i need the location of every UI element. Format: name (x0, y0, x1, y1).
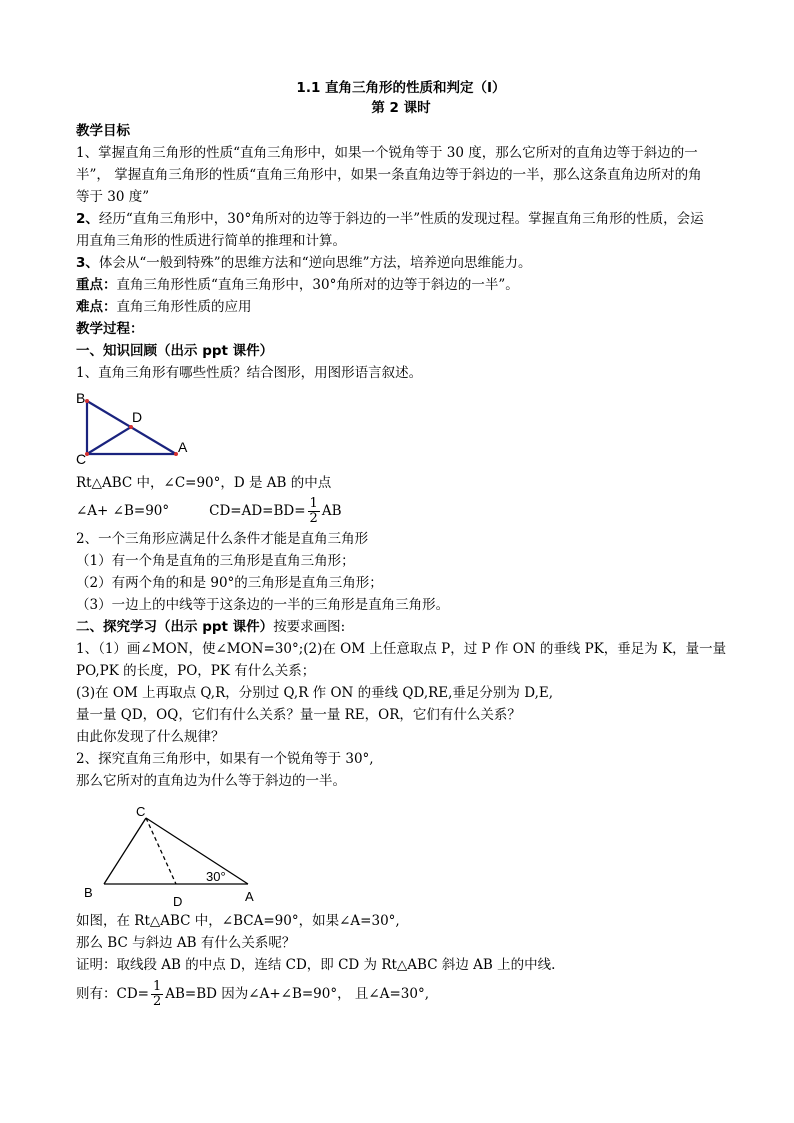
proof-fraction-numerator: 1 (152, 979, 162, 994)
proof-line-4-prefix: 则有：CD= (76, 986, 149, 1002)
objective-3-number: 3、 (76, 255, 99, 271)
section-2-instruction: 按要求画图: (273, 619, 346, 635)
proof-line-4-suffix: AB=BD 因为∠A+∠B=90°， 且∠A=30°, (165, 986, 429, 1002)
key-point-text: 直角三角形性质“直角三角形中，30°角所对的边等于斜边的一半”。 (116, 277, 519, 293)
label-a: A (178, 439, 188, 455)
objective-2-line-2: 用直角三角形的性质进行简单的推理和计算。 (76, 233, 346, 249)
label-c: C (76, 451, 87, 467)
objective-3-text: 体会从“一般到特殊”的思维方法和“逆向思维”方法，培养逆向思维能力。 (98, 255, 532, 271)
ab-label: AB (321, 503, 342, 519)
label-a: A (245, 889, 254, 904)
proof-line-4 (76, 976, 726, 1012)
document-page (76, 78, 726, 1012)
condition-3: （3）一边上的中线等于这条边的一半的三角形是直角三角形。 (76, 597, 450, 613)
difficulty-text: 直角三角形性质的应用 (116, 299, 252, 315)
label-d: D (132, 409, 143, 425)
figure-1-spacer (76, 384, 726, 472)
objective-1-line-3: 等于 30 度” (76, 189, 150, 205)
label-angle-30: 30° (206, 869, 226, 884)
document-subtitle: 第 2 课时 (371, 100, 431, 116)
condition-2: （2）有两个角的和是 90°的三角形是直角三角形； (76, 575, 383, 591)
rt-triangle-statement: Rt△ABC 中，∠C=90°，D 是 AB 的中点 (76, 475, 332, 491)
exercise-2-line-1: 2、探究直角三角形中，如果有一个锐角等于 30°, (76, 751, 374, 767)
key-point-label: 重点： (76, 277, 117, 293)
exercise-1-line-5: 由此你发现了什么规律？ (76, 729, 225, 745)
exercise-1-line-3: (3)在 OM 上再取点 Q,R，分别过 Q,R 作 ON 的垂线 QD,RE,垂足分别为 D,E, (76, 685, 554, 701)
exercise-2-line-2: 那么它所对的直角边为什么等于斜边的一半。 (76, 773, 346, 789)
fraction-numerator: 1 (309, 496, 318, 511)
exercise-1-line-1: 1、（1）画∠MON，使∠MON=30°;(2)在 OM 上任意取点 P，过 P 作 ON 的垂线 PK，垂足为 K，量一量 (76, 641, 727, 657)
angle-sum: ∠A+ ∠B=90° (76, 503, 170, 519)
question-2: 2、一个三角形应满足什么条件才能是直角三角形 (76, 531, 369, 547)
section-2-heading: 二、探究学习（出示 ppt 课件） (76, 619, 274, 635)
right-triangle-figure-2 (76, 806, 276, 910)
label-c: C (136, 806, 146, 819)
triangle-side-bc (104, 818, 146, 884)
proof-fraction (151, 980, 163, 1009)
label-d: D (173, 894, 183, 909)
difficulty (76, 296, 726, 318)
exercise-1-line-4: 量一量 QD，OQ，它们有什么关系？量一量 RE，OR，它们有什么关系？ (76, 707, 521, 723)
condition-1: （1）有一个角是直角的三角形是直角三角形； (76, 553, 355, 569)
objective-1-line-2: 半”， 掌握直角三角形的性质“直角三角形中，如果一条直角边等于斜边的一半，那么这条直角边所对的角 (76, 167, 702, 183)
median-equation: CD=AD=BD= (209, 503, 306, 519)
median-cd (87, 427, 131, 454)
section-1-heading: 一、知识回顾（出示 ppt 课件） (76, 343, 274, 359)
objective-1-line-1: 1、掌握直角三角形的性质“直角三角形中，如果一个锐角等于 30 度，那么它所对的直角边等于斜边的一 (76, 145, 698, 161)
question-1: 1、直角三角形有哪些性质？结合图形，用图形语言叙述。 (76, 365, 423, 381)
proof-line-3: 证明：取线段 AB 的中点 D，连结 CD，即 CD 为 Rt△ABC 斜边 AB 上的中线. (76, 957, 556, 973)
process-heading: 教学过程： (76, 321, 144, 337)
fraction-denominator: 2 (309, 511, 318, 526)
label-b: B (84, 885, 93, 900)
objective-2-text: 经历“直角三角形中，30°角所对的边等于斜边的一半”性质的发现过程。掌握直角三角形的性质，会运 (98, 211, 704, 227)
objectives-heading: 教学目标 (76, 123, 130, 139)
proof-line-1: 如图，在 Rt△ABC 中，∠BCA=90°，如果∠A=30°, (76, 913, 400, 929)
document-title: 1.1 直角三角形的性质和判定（Ⅰ） (296, 80, 506, 96)
figure-2-spacer (76, 792, 726, 910)
proof-line-2: 那么 BC 与斜边 AB 有什么关系呢？ (76, 935, 296, 951)
point-b (85, 399, 89, 403)
right-triangle-figure-1 (76, 388, 216, 472)
objective-2-line-1 (76, 208, 726, 230)
property-line (76, 494, 726, 528)
fraction-one-half (308, 497, 320, 526)
difficulty-label: 难点： (76, 299, 117, 315)
section-2-heading-line (76, 616, 726, 638)
key-point (76, 274, 726, 296)
proof-fraction-denominator: 2 (152, 994, 162, 1009)
objective-3-line (76, 252, 726, 274)
exercise-1-line-2: PO,PK 的长度，PO，PK 有什么关系； (76, 663, 316, 679)
point-d (129, 425, 133, 429)
label-b: B (76, 390, 86, 406)
objective-2-number: 2、 (76, 211, 99, 227)
